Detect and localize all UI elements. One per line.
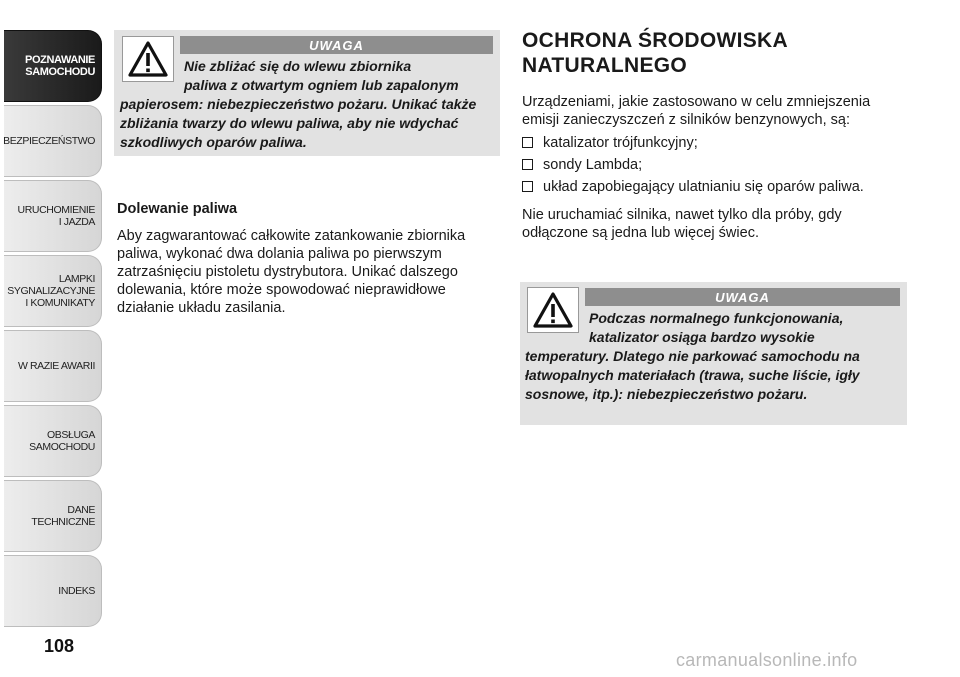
- checkbox-bullet-icon: [522, 137, 533, 148]
- page-number: 108: [44, 636, 75, 656]
- spark-plug-note: Nie uruchamiać silnika, nawet tylko dla próby, gdy odłączone są jedna lub więcej świec.: [522, 207, 842, 241]
- page-title: OCHRONA ŚRODOWISKA NATURALNEGO: [522, 29, 788, 77]
- warning-text: Nie zbliżać się do wlewu zbiornika paliwa z otwartym ogniem lub zapalonym papierosem: niebezpieczeństwo pożaru. Unikać także zbliżania twarzy do wlewu paliwa, aby nie wdychać szkodliwych oparów paliwa.: [120, 58, 477, 150]
- watermark: carmanualsonline.info: [676, 650, 858, 670]
- fuel-warning-box: [114, 30, 500, 156]
- device-list: [522, 134, 912, 200]
- refuel-paragraph: Aby zagwarantować całkowite zatankowanie zbiornika paliwa, wykonać dwa dolania paliwa po pierwszym zatrzaśnięciu pistoletu dystrybutora. Unikać dalszego dolewania, które może spowodować nieprawidłowe działanie układu zasilania.: [117, 228, 466, 316]
- intro-paragraph: Urządzeniami, jakie zastosowano w celu zmniejszenia emisji zanieczyszczeń z silników benzynowych, są:: [522, 94, 871, 128]
- tab-indeks[interactable]: INDEKS: [4, 555, 102, 627]
- tab-poznawanie-samochodu[interactable]: POZNAWANIE SAMOCHODU: [4, 30, 102, 102]
- catalyst-warning-box: [520, 282, 907, 425]
- list-item: układ zapobiegający ulatnianiu się oparów paliwa.: [522, 178, 912, 196]
- warning-label: UWAGA: [180, 36, 493, 54]
- tab-w-razie-awarii[interactable]: W RAZIE AWARII: [4, 330, 102, 402]
- tab-bezpieczenstwo[interactable]: BEZPIECZEŃSTWO: [4, 105, 102, 177]
- list-item: sondy Lambda;: [522, 156, 912, 174]
- section-title: Dolewanie paliwa: [117, 201, 238, 217]
- tab-obsluga-samochodu[interactable]: OBSŁUGA SAMOCHODU: [4, 405, 102, 477]
- tab-dane-techniczne[interactable]: DANE TECHNICZNE: [4, 480, 102, 552]
- warning-label: UWAGA: [585, 288, 900, 306]
- checkbox-bullet-icon: [522, 181, 533, 192]
- checkbox-bullet-icon: [522, 159, 533, 170]
- warning-text: Podczas normalnego funkcjonowania, katalizator osiąga bardzo wysokie temperatury. Dlatego nie parkować samochodu na łatwopalnych materiałach (trawa, suche liście, igły sosnowe, itp.): niebezpieczeństwo pożaru.: [525, 310, 860, 402]
- tab-lampki-sygnalizacyjne[interactable]: LAMPKI SYGNALIZACYJNE I KOMUNIKATY: [4, 255, 102, 327]
- list-item: katalizator trójfunkcyjny;: [522, 134, 912, 152]
- tab-uruchomienie-i-jazda[interactable]: URUCHOMIENIE I JAZDA: [4, 180, 102, 252]
